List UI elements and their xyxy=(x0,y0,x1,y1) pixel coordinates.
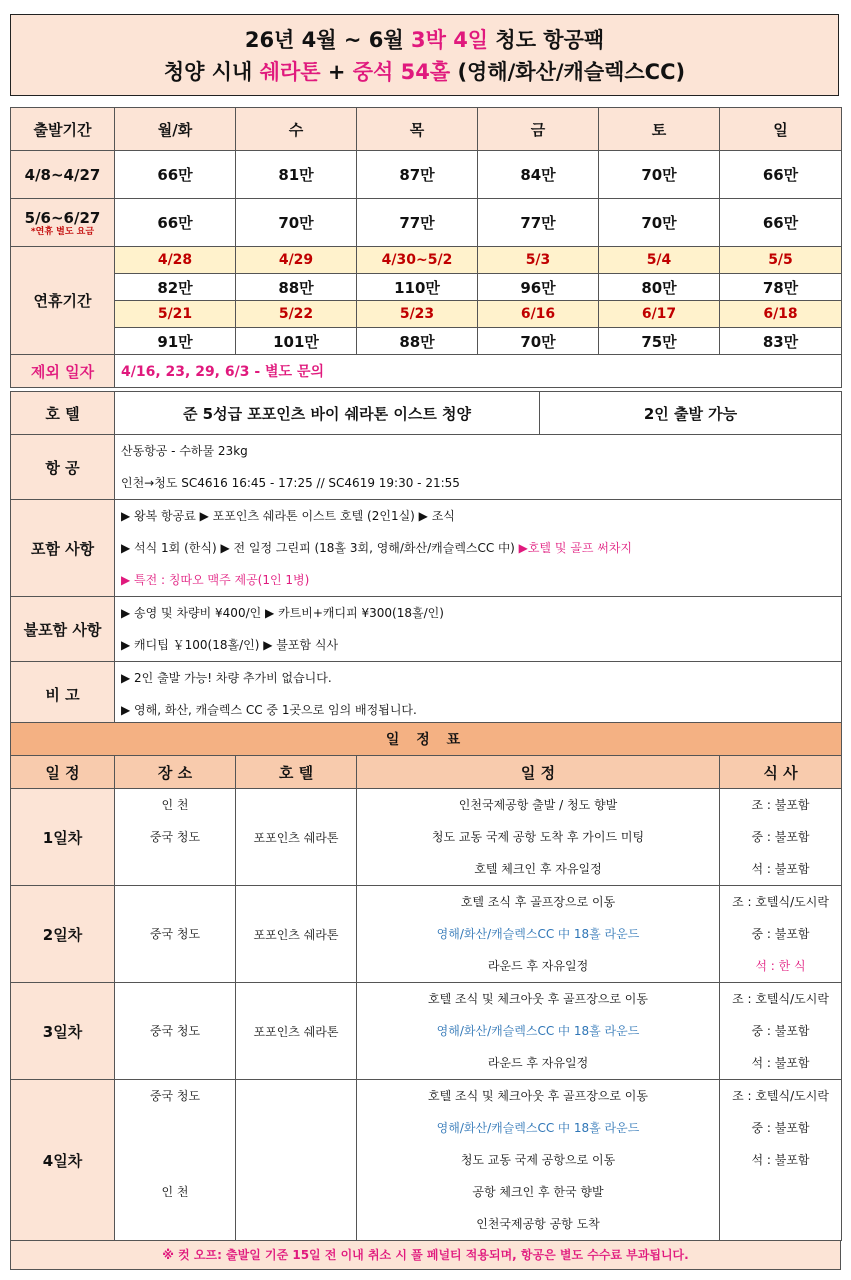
price-table xyxy=(10,107,842,388)
meal-item xyxy=(720,1176,841,1208)
remark-line: ▶ 영해, 화산, 캐슬렉스 CC 중 1곳으로 임의 배정됩니다. xyxy=(121,703,417,717)
title-line-1: 26년 4월 ~ 6월 3박 4일 청도 항공팩 xyxy=(244,28,605,52)
meal-item: 중 : 불포함 xyxy=(751,1024,810,1038)
place: 중국 청도 xyxy=(149,830,201,844)
schedule-day-row xyxy=(11,1080,842,1241)
exclude-line: ▶ 송영 및 차량비 ¥400/인 ▶ 카트비+캐디피 ¥300(18홀/인) xyxy=(121,606,444,620)
itinerary-item: 호텔 체크인 후 자유일정 xyxy=(474,862,602,876)
place xyxy=(115,1047,235,1079)
place xyxy=(115,983,235,1015)
place-cell xyxy=(115,983,236,1080)
place xyxy=(115,1144,235,1176)
place xyxy=(115,1208,235,1240)
holiday-date: 6/16 xyxy=(478,301,599,328)
schedule-day-row xyxy=(11,789,842,886)
meal-item: 중 : 불포함 xyxy=(751,830,810,844)
exclude-row xyxy=(11,597,842,662)
itinerary-item: 호텔 조식 및 체크아웃 후 골프장으로 이동 xyxy=(428,1089,648,1103)
hotel-cell xyxy=(236,1080,357,1241)
itinerary-item-cell xyxy=(357,886,720,983)
price-cell: 66만 xyxy=(720,151,842,199)
include-text: ▶ 석식 1회 (한식) ▶ 전 일정 그린피 (18홀 3회, 영해/화산/캐슬렉스CC 中) xyxy=(121,541,519,555)
place: 중국 청도 xyxy=(149,927,201,941)
exclude-info xyxy=(115,597,842,662)
schedule-header-place: 장 소 xyxy=(115,756,236,789)
price-cell: 101만 xyxy=(236,328,357,355)
price-cell: 80만 xyxy=(599,274,720,301)
day-label: 3일차 xyxy=(11,983,115,1080)
header-fri: 금 xyxy=(478,108,599,151)
schedule-day-row xyxy=(11,886,842,983)
header-thu: 목 xyxy=(357,108,478,151)
itinerary-item: 영해/화산/캐슬렉스CC 中 18홀 라운드 xyxy=(436,1024,640,1038)
price-row xyxy=(11,151,842,199)
price-cell: 110만 xyxy=(357,274,478,301)
hotel-name: 준 5성급 포포인츠 바이 쉐라톤 이스트 청양 xyxy=(115,392,540,435)
hotel-cell: 포포인츠 쉐라톤 xyxy=(236,789,357,886)
price-cell: 87만 xyxy=(357,151,478,199)
price-cell: 82만 xyxy=(115,274,236,301)
itinerary-item: 청도 교동 국제 공항 도착 후 가이드 미팅 xyxy=(431,830,645,844)
price-cell: 83만 xyxy=(720,328,842,355)
flight-line: 산동항공 - 수하물 23kg xyxy=(121,444,248,458)
day-label: 1일차 xyxy=(11,789,115,886)
schedule-header-itinerary: 일 정 xyxy=(357,756,720,789)
header-period: 출발기간 xyxy=(11,108,115,151)
meal-item: 석 : 불포함 xyxy=(751,862,810,876)
itinerary-item: 인천국제공항 출발 / 청도 향발 xyxy=(458,798,618,812)
holiday-date: 4/30~5/2 xyxy=(357,247,478,274)
meal-item xyxy=(720,1208,841,1240)
place-cell xyxy=(115,886,236,983)
holiday-date: 6/17 xyxy=(599,301,720,328)
itinerary-item: 라운드 후 자유일정 xyxy=(487,959,589,973)
meal-item: 조 : 불포함 xyxy=(751,798,810,812)
place xyxy=(115,886,235,918)
meal-item-cell xyxy=(720,1080,842,1241)
holiday-date: 4/28 xyxy=(115,247,236,274)
include-info xyxy=(115,500,842,597)
place: 인 천 xyxy=(161,798,189,812)
price-cell: 84만 xyxy=(478,151,599,199)
price-cell: 77만 xyxy=(478,199,599,247)
meal-item: 중 : 불포함 xyxy=(751,927,810,941)
hotel-cell: 포포인츠 쉐라톤 xyxy=(236,983,357,1080)
package-title xyxy=(10,14,839,96)
itinerary-item: 공항 체크인 후 한국 향발 xyxy=(472,1185,604,1199)
place: 중국 청도 xyxy=(149,1089,201,1103)
meal-item: 조 : 호텔식/도시락 xyxy=(732,895,829,909)
header-sun: 일 xyxy=(720,108,842,151)
meal-item-cell xyxy=(720,789,842,886)
include-line: ▶ 왕복 항공료 ▶ 포포인츠 쉐라톤 이스트 호텔 (2인1실) ▶ 조식 xyxy=(121,509,455,523)
schedule-body xyxy=(11,789,842,1241)
schedule-header-meal: 식 사 xyxy=(720,756,842,789)
remark-line: ▶ 2인 출발 가능! 차량 추가비 없습니다. xyxy=(121,671,332,685)
holiday-date-row xyxy=(11,301,842,328)
itinerary-item-cell xyxy=(357,1080,720,1241)
schedule-header-day: 일 정 xyxy=(11,756,115,789)
schedule-day-row xyxy=(11,983,842,1080)
price-cell: 70만 xyxy=(599,199,720,247)
flight-label: 항 공 xyxy=(11,435,115,500)
holiday-label: 연휴기간 xyxy=(11,247,115,355)
day-label: 4일차 xyxy=(11,1080,115,1241)
place xyxy=(115,950,235,982)
day-label: 2일차 xyxy=(11,886,115,983)
exclude-line: ▶ 캐디팁 ￥100(18홀/인) ▶ 불포함 식사 xyxy=(121,638,339,652)
holiday-date-row xyxy=(11,247,842,274)
place: 인 천 xyxy=(161,1185,189,1199)
meal-item: 조 : 호텔식/도시락 xyxy=(732,1089,829,1103)
hotel-label: 호 텔 xyxy=(11,392,115,435)
header-wed: 수 xyxy=(236,108,357,151)
holiday-date: 5/4 xyxy=(599,247,720,274)
price-cell: 78만 xyxy=(720,274,842,301)
excluded-dates-row xyxy=(11,355,842,388)
meal-item: 석 : 불포함 xyxy=(751,1056,810,1070)
period-label: 4/8~4/27 xyxy=(11,151,115,199)
itinerary-item: 청도 교동 국제 공항으로 이동 xyxy=(460,1153,616,1167)
period-label xyxy=(11,199,115,247)
place xyxy=(115,853,235,885)
itinerary-item: 영해/화산/캐슬렉스CC 中 18홀 라운드 xyxy=(436,927,640,941)
price-cell: 77만 xyxy=(357,199,478,247)
remark-label: 비 고 xyxy=(11,662,115,727)
include-row xyxy=(11,500,842,597)
price-row xyxy=(11,199,842,247)
holiday-date: 5/5 xyxy=(720,247,842,274)
flight-row xyxy=(11,435,842,500)
schedule-table xyxy=(10,722,842,1241)
period-text: 5/6~6/27 xyxy=(24,208,101,227)
itinerary-item: 영해/화산/캐슬렉스CC 中 18홀 라운드 xyxy=(436,1121,640,1135)
price-cell: 88만 xyxy=(236,274,357,301)
itinerary-item: 라운드 후 자유일정 xyxy=(487,1056,589,1070)
excluded-label: 제외 일자 xyxy=(11,355,115,388)
holiday-date: 5/21 xyxy=(115,301,236,328)
special-benefit: ▶ 특전 : 칭따오 맥주 제공(1인 1병) xyxy=(121,573,310,587)
place: 중국 청도 xyxy=(149,1024,201,1038)
itinerary-item: 호텔 조식 후 골프장으로 이동 xyxy=(460,895,616,909)
price-cell: 75만 xyxy=(599,328,720,355)
price-cell: 96만 xyxy=(478,274,599,301)
header-sat: 토 xyxy=(599,108,720,151)
holiday-date: 4/29 xyxy=(236,247,357,274)
price-cell: 70만 xyxy=(478,328,599,355)
price-header-row xyxy=(11,108,842,151)
place xyxy=(115,1112,235,1144)
holiday-price-row xyxy=(11,274,842,301)
price-cell: 66만 xyxy=(115,151,236,199)
remark-info xyxy=(115,662,842,727)
include-line xyxy=(121,532,841,564)
holiday-price-row xyxy=(11,328,842,355)
price-cell: 88만 xyxy=(357,328,478,355)
price-cell: 91만 xyxy=(115,328,236,355)
itinerary-item: 인천국제공항 공항 도착 xyxy=(476,1217,600,1231)
schedule-header-hotel: 호 텔 xyxy=(236,756,357,789)
price-cell: 66만 xyxy=(115,199,236,247)
meal-item: 석 : 한 식 xyxy=(755,959,806,973)
holiday-date: 5/22 xyxy=(236,301,357,328)
include-label: 포함 사항 xyxy=(11,500,115,597)
price-cell: 70만 xyxy=(599,151,720,199)
holiday-date: 5/23 xyxy=(357,301,478,328)
flight-line: 인천→청도 SC4616 16:45 - 17:25 // SC4619 19:30 - 21:55 xyxy=(121,476,460,490)
meal-item: 석 : 불포함 xyxy=(751,1153,810,1167)
excluded-dates: 4/16, 23, 29, 6/3 - 별도 문의 xyxy=(115,355,842,388)
header-mon-tue: 월/화 xyxy=(115,108,236,151)
holiday-date: 6/18 xyxy=(720,301,842,328)
itinerary-item-cell xyxy=(357,983,720,1080)
hotel-cell: 포포인츠 쉐라톤 xyxy=(236,886,357,983)
place-cell xyxy=(115,1080,236,1241)
cutoff-notice: ※ 컷 오프: 출발일 기준 15일 전 이내 취소 시 풀 페널티 적용되며, 항공은 별도 수수료 부과됩니다. xyxy=(10,1240,841,1270)
itinerary-item-cell xyxy=(357,789,720,886)
hotel-note: 2인 출발 가능 xyxy=(540,392,842,435)
meal-item-cell xyxy=(720,983,842,1080)
meal-item-cell xyxy=(720,886,842,983)
schedule-header-row xyxy=(11,756,842,789)
hotel-row xyxy=(11,392,842,435)
meal-item: 조 : 호텔식/도시락 xyxy=(732,992,829,1006)
itinerary-item: 호텔 조식 및 체크아웃 후 골프장으로 이동 xyxy=(428,992,648,1006)
title-line-2: 청양 시내 쉐라톤 + 중석 54홀 (영해/화산/캐슬렉스CC) xyxy=(163,60,686,84)
flight-info xyxy=(115,435,842,500)
info-table xyxy=(10,391,842,727)
exclude-label: 불포함 사항 xyxy=(11,597,115,662)
schedule-title: 일 정 표 xyxy=(11,723,842,756)
holiday-date: 5/3 xyxy=(478,247,599,274)
price-cell: 70만 xyxy=(236,199,357,247)
place-cell xyxy=(115,789,236,886)
price-cell: 81만 xyxy=(236,151,357,199)
surcharge-text: ▶호텔 및 골프 써차지 xyxy=(518,541,633,555)
meal-item: 중 : 불포함 xyxy=(751,1121,810,1135)
remark-row xyxy=(11,662,842,727)
price-cell: 66만 xyxy=(720,199,842,247)
holiday-note: *연휴 별도 요금 xyxy=(30,226,95,237)
